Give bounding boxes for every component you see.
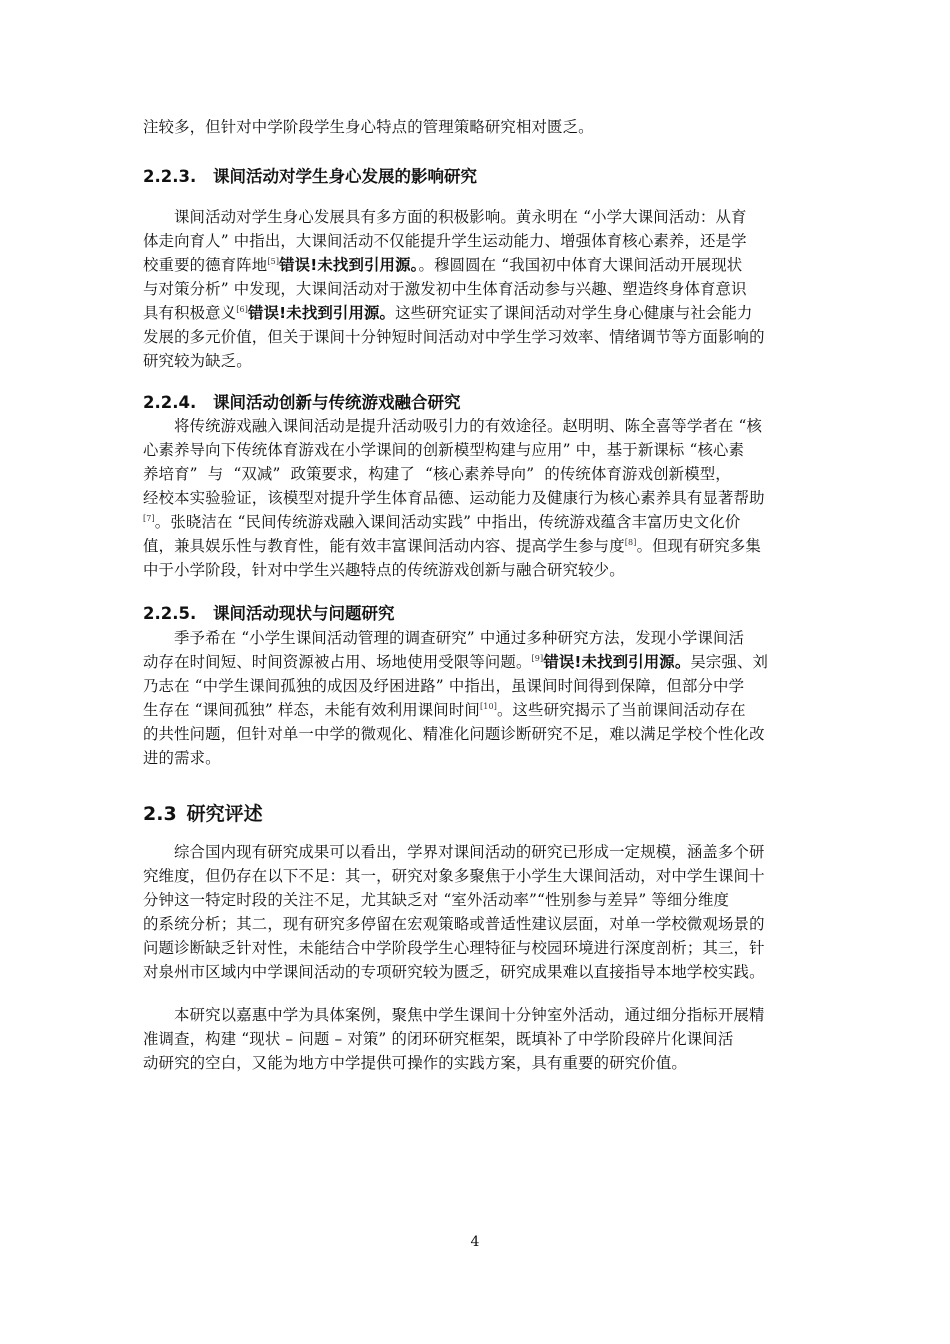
text-line: 心素养导向下传统体育游戏在小学课间的创新模型构建与应用” 中，基于新课标 “核心素 [143, 441, 745, 459]
text-run: 具有积极意义 [143, 304, 237, 322]
text-line [143, 253, 807, 277]
paragraph-status-problems [143, 626, 807, 770]
reference-error: 错误!未找到引用源。 [543, 653, 691, 671]
reference-error: 错误!未找到引用源。 [279, 256, 419, 274]
section-number: 2.2.5. [143, 604, 197, 623]
citation-ref: [10] [479, 702, 497, 711]
text-run: 。这些研究揭示了当前课间活动存在 [496, 701, 746, 719]
section-number: 2.3 [143, 803, 177, 825]
text-line: 准调查，构建 “现状 – 问题 – 对策” 的闭环研究框架，既填补了中学阶段碎片化课间活 [143, 1030, 734, 1048]
text-line [143, 534, 807, 558]
page-number: 4 [470, 1234, 480, 1250]
text-line: 研究较为缺乏。 [143, 352, 252, 370]
text-line: 乃志在 “中学生课间孤独的成因及纾困进路” 中指出，虽课间时间得到保障，但部分中学 [143, 677, 745, 695]
section-heading-2-3 [143, 800, 263, 828]
text-line: 分钟这一特定时段的关注不足，尤其缺乏对 “室外活动率”“性别参与差异” 等细分维度 [143, 891, 730, 909]
text-run: 。张晓洁在 “民间传统游戏融入课间活动实践” 中指出，传统游戏蕴含丰富历史文化价 [154, 513, 741, 531]
text-run: 校重要的德育阵地 [143, 256, 268, 274]
text-line: 体走向育人” 中指出，大课间活动不仅能提升学生运动能力、增强体育核心素养，还是学 [143, 232, 747, 250]
section-number: 2.2.4. [143, 393, 197, 412]
text-line: 综合国内现有研究成果可以看出，学界对课间活动的研究已形成一定规模，涵盖多个研 [174, 843, 765, 861]
paragraph-physical-mental-impact [143, 205, 807, 373]
text-line: 究维度，但仍存在以下不足：其一，研究对象多聚焦于小学生大课间活动，对中学生课间十 [143, 867, 765, 885]
text-line: 进的需求。 [143, 749, 221, 767]
paragraph-research-value [143, 1003, 807, 1075]
section-heading-2-2-4 [143, 391, 461, 415]
section-heading-2-2-5 [143, 602, 395, 626]
paragraph-review-summary [143, 840, 807, 984]
section-title: 课间活动对学生身心发展的影响研究 [213, 167, 477, 186]
section-title: 课间活动创新与传统游戏融合研究 [213, 393, 461, 412]
section-title: 课间活动现状与问题研究 [213, 604, 395, 623]
text-line: 课间活动对学生身心发展具有多方面的积极影响。黄永明在 “小学大课间活动：从育 [174, 208, 747, 226]
text-run: 动存在时间短、时间资源被占用、场地使用受限等问题。 [143, 653, 532, 671]
text-run: 这些研究证实了课间活动对学生身心健康与社会能力 [395, 304, 753, 322]
text-line [143, 510, 807, 534]
section-heading-2-2-3 [143, 165, 477, 189]
text-line: 动研究的空白，又能为地方中学提供可操作的实践方案，具有重要的研究价值。 [143, 1054, 687, 1072]
text-line: 发展的多元价值，但关于课间十分钟短时间活动对中学生学习效率、情绪调节等方面影响的 [143, 328, 765, 346]
text-line: 对泉州市区域内中学课间活动的专项研究较为匮乏，研究成果难以直接指导本地学校实践。 [143, 963, 765, 981]
citation-ref: [6] [236, 305, 249, 314]
text-line [143, 650, 807, 674]
citation-ref: [7] [143, 514, 155, 523]
text-run: 。但现有研究多集 [636, 537, 761, 555]
section-number: 2.2.3. [143, 167, 197, 186]
text-run: 值，兼具娱乐性与教育性，能有效丰富课间活动内容、提高学生参与度 [143, 537, 625, 555]
text-run: 生存在 “课间孤独” 样态，未能有效利用课间时间 [143, 701, 480, 719]
text-line: 养培育” 与 “双减” 政策要求，构建了 “核心素养导向” 的传统体育游戏创新模型， [143, 465, 731, 483]
text-line: 与对策分析” 中发现，大课间活动对于激发初中生体育活动参与兴趣、塑造终身体育意识 [143, 280, 747, 298]
section-title: 研究评述 [186, 803, 263, 825]
citation-ref: [9] [531, 654, 544, 663]
citation-ref: [5] [267, 257, 280, 266]
text-line [143, 698, 807, 722]
text-line: 注较多，但针对中学阶段学生身心特点的管理策略研究相对匮乏。 [143, 118, 594, 136]
paragraph-continuation [143, 115, 807, 139]
text-line [143, 301, 807, 325]
text-line: 的系统分析；其二，现有研究多停留在宏观策略或普适性建议层面，对单一学校微观场景的 [143, 915, 765, 933]
text-line: 中于小学阶段，针对中学生兴趣特点的传统游戏创新与融合研究较少。 [143, 561, 625, 579]
text-line: 经校本实验验证，该模型对提升学生体育品德、运动能力及健康行为核心素养具有显著帮助 [143, 489, 765, 507]
citation-ref: [8] [624, 538, 637, 547]
text-line: 问题诊断缺乏针对性，未能结合中学阶段学生心理特征与校园环境进行深度剖析；其三，针 [143, 939, 765, 957]
text-line: 季予希在 “小学生课间活动管理的调查研究” 中通过多种研究方法，发现小学课间活 [174, 629, 745, 647]
text-line: 的共性问题，但针对单一中学的微观化、精准化问题诊断研究不足，难以满足学校个性化改 [143, 725, 765, 743]
text-run: 吴宗强、刘 [690, 653, 769, 671]
text-line: 将传统游戏融入课间活动是提升活动吸引力的有效途径。赵明明、陈全喜等学者在 “核 [174, 417, 763, 435]
text-run: 。穆圆圆在 “我国初中体育大课间活动开展现状 [418, 256, 743, 274]
paragraph-traditional-games [143, 414, 807, 582]
reference-error: 错误!未找到引用源。 [248, 304, 396, 322]
text-line: 本研究以嘉惠中学为具体案例，聚焦中学生课间十分钟室外活动，通过细分指标开展精 [174, 1006, 765, 1024]
